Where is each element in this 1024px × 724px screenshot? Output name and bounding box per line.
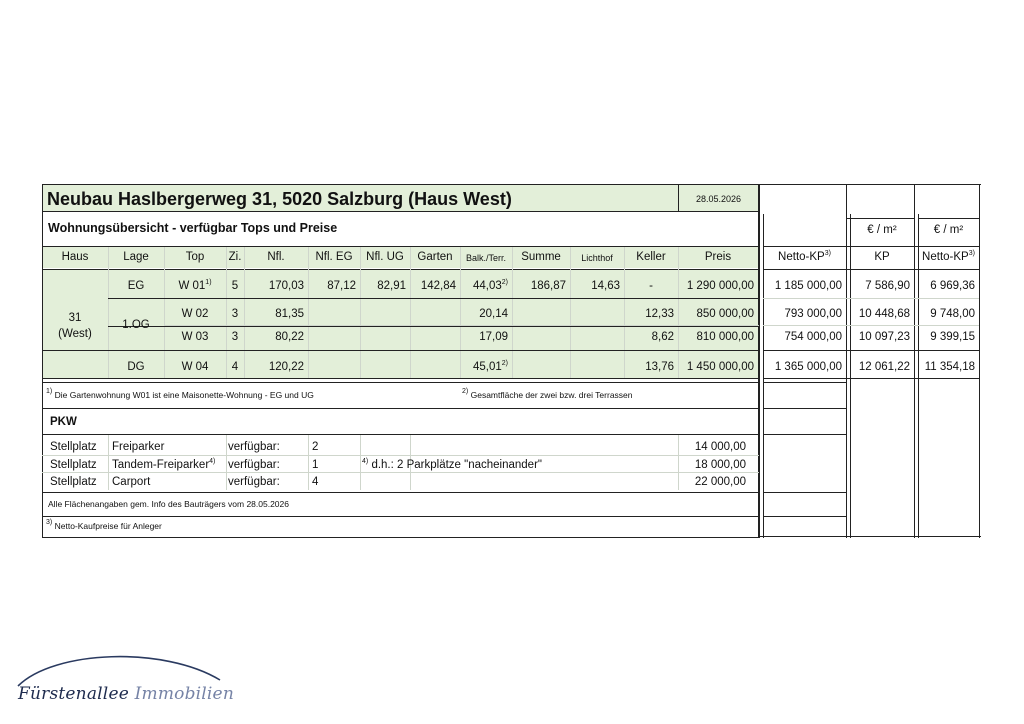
haus-sub: (West) bbox=[58, 328, 92, 340]
row-balk: 44,03$^{2)}$ bbox=[472, 279, 508, 292]
row-netto-m2: 9 748,00 bbox=[930, 308, 975, 320]
row-top: W 02 bbox=[181, 308, 209, 320]
row-keller: 13,76 bbox=[645, 361, 674, 373]
col-garten: Garten bbox=[417, 251, 453, 263]
col-nfl-ug: Nfl. UG bbox=[366, 251, 404, 263]
parking-label: Stellplatz bbox=[50, 476, 97, 488]
col-haus: Haus bbox=[61, 251, 89, 263]
row-preis: 850 000,00 bbox=[696, 308, 754, 320]
footnote-2: $^{2)}$ Gesamtfläche der zwei bzw. drei Terrassen bbox=[462, 388, 633, 400]
col-lichthof: Lichthof bbox=[581, 253, 613, 263]
parking-label: Stellplatz bbox=[50, 459, 97, 471]
sheet-date: 28.05.2026 bbox=[679, 184, 759, 212]
row-lage: 1.OG bbox=[122, 319, 150, 331]
parking-type: Freiparker bbox=[112, 441, 165, 453]
row-netto-kp: 1 185 000,00 bbox=[774, 280, 842, 292]
row-nfl-ug: 82,91 bbox=[377, 280, 406, 292]
row-zi: 4 bbox=[231, 361, 239, 373]
row-netto-kp: 793 000,00 bbox=[784, 308, 842, 320]
row-preis: 1 290 000,00 bbox=[686, 280, 754, 292]
col-kp: KP bbox=[874, 251, 890, 263]
row-nfl: 80,22 bbox=[275, 331, 304, 343]
row-netto-m2: 9 399,15 bbox=[930, 331, 975, 343]
subtitle: Wohnungsübersicht - verfügbar Tops und Preise bbox=[48, 221, 338, 235]
col-netto-kp: Netto-KP$^{3)}$ bbox=[778, 250, 831, 263]
col-zi: Zi. bbox=[228, 251, 242, 263]
logo-arc-icon bbox=[14, 648, 224, 688]
row-lichthof: 14,63 bbox=[591, 280, 620, 292]
parking-label: Stellplatz bbox=[50, 441, 97, 453]
row-top: W 03 bbox=[181, 331, 209, 343]
unit-header-netto: € / m² bbox=[933, 224, 964, 236]
row-netto-m2: 11 354,18 bbox=[924, 361, 975, 373]
col-nfl-eg: Nfl. EG bbox=[315, 251, 353, 263]
page-title: Neubau Haslbergerweg 31, 5020 Salzburg (Haus West) bbox=[42, 184, 679, 212]
row-balk: 20,14 bbox=[479, 308, 508, 320]
row-kp-m2: 10 448,68 bbox=[858, 308, 910, 320]
row-zi: 3 bbox=[231, 331, 239, 343]
parking-count: 4 bbox=[312, 476, 319, 488]
row-preis: 1 450 000,00 bbox=[686, 361, 754, 373]
row-lage: DG bbox=[127, 361, 145, 373]
row-kp-m2: 10 097,23 bbox=[858, 331, 910, 343]
row-netto-kp: 754 000,00 bbox=[784, 331, 842, 343]
row-top: W 04 bbox=[181, 361, 209, 373]
row-nfl-eg: 87,12 bbox=[327, 280, 356, 292]
parking-count: 2 bbox=[312, 441, 319, 453]
footer-note-1: Alle Flächenangaben gem. Info des Bauträgers vom 28.05.2026 bbox=[48, 499, 289, 509]
parking-price: 22 000,00 bbox=[694, 476, 746, 488]
row-preis: 810 000,00 bbox=[696, 331, 754, 343]
row-nfl: 120,22 bbox=[268, 361, 304, 373]
col-top: Top bbox=[185, 251, 205, 263]
row-lage: EG bbox=[127, 280, 145, 292]
price-sheet bbox=[42, 184, 981, 538]
parking-note: $^{4)}$ d.h.: 2 Parkplätze "nacheinander" bbox=[362, 458, 542, 471]
row-keller: 12,33 bbox=[645, 308, 674, 320]
parking-price: 18 000,00 bbox=[694, 459, 746, 471]
row-balk: 17,09 bbox=[479, 331, 508, 343]
parking-status: verfügbar: bbox=[228, 441, 280, 453]
col-netto-kp-m2: Netto-KP$^{3)}$ bbox=[922, 250, 975, 263]
haus-number: 31 bbox=[68, 312, 82, 324]
company-logo bbox=[14, 648, 234, 712]
parking-type: Tandem-Freiparker$^{4)}$ bbox=[112, 458, 216, 471]
footer-note-3: $^{3)}$ Netto-Kaufpreise für Anleger bbox=[46, 519, 162, 531]
row-zi: 5 bbox=[231, 280, 239, 292]
row-keller: 8,62 bbox=[651, 331, 674, 343]
row-summe: 186,87 bbox=[530, 280, 566, 292]
parking-count: 1 bbox=[312, 459, 319, 471]
row-zi: 3 bbox=[231, 308, 239, 320]
row-nfl: 170,03 bbox=[268, 280, 304, 292]
unit-header-kp: € / m² bbox=[867, 224, 897, 236]
parking-status: verfügbar: bbox=[228, 459, 280, 471]
col-nfl: Nfl. bbox=[267, 251, 285, 263]
row-kp-m2: 7 586,90 bbox=[865, 280, 910, 292]
col-keller: Keller bbox=[636, 251, 666, 263]
footnote-1: $^{1)}$ Die Gartenwohnung W01 ist eine Maisonette-Wohnung - EG und UG bbox=[46, 388, 314, 400]
col-preis: Preis bbox=[704, 251, 732, 263]
parking-price: 14 000,00 bbox=[694, 441, 746, 453]
row-netto-m2: 6 969,36 bbox=[930, 280, 975, 292]
row-top: W 01$^{1)}$ bbox=[178, 279, 212, 292]
logo-wordmark: Fürstenallee Immobilien bbox=[18, 684, 234, 704]
row-nfl: 81,35 bbox=[275, 308, 304, 320]
parking-type: Carport bbox=[112, 476, 151, 488]
row-balk: 45,01$^{2)}$ bbox=[472, 360, 508, 373]
parking-status: verfügbar: bbox=[228, 476, 280, 488]
row-netto-kp: 1 365 000,00 bbox=[774, 361, 842, 373]
col-lage: Lage bbox=[123, 251, 149, 263]
pkw-title: PKW bbox=[50, 416, 77, 428]
row-garten: 142,84 bbox=[420, 280, 456, 292]
row-keller: - bbox=[649, 280, 653, 292]
col-balk: Balk./Terr. bbox=[465, 253, 506, 263]
col-summe: Summe bbox=[521, 251, 561, 263]
row-kp-m2: 12 061,22 bbox=[858, 361, 910, 373]
